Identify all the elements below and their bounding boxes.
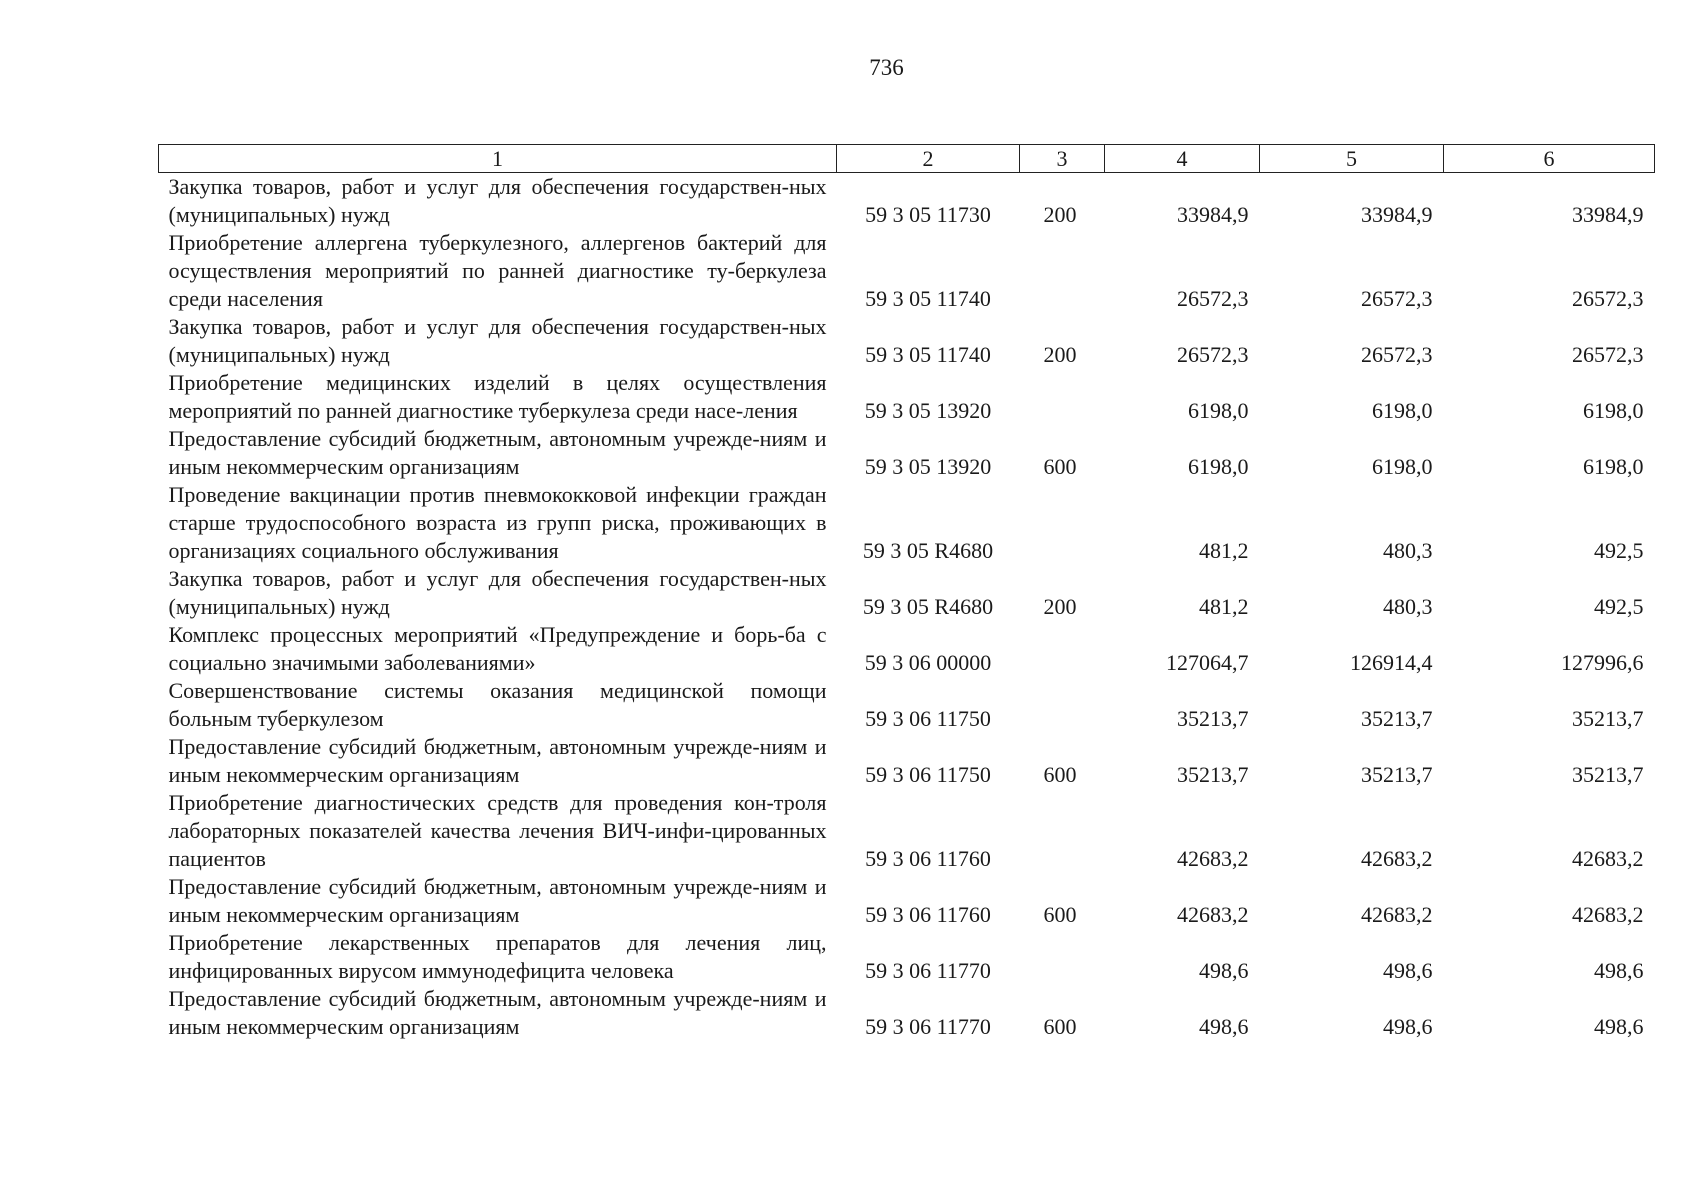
row-code: 59 3 06 11750: [865, 706, 991, 731]
row-value-5: 33984,9: [1361, 202, 1433, 227]
row-name: Приобретение лекарственных препаратов для лечения лиц, инфицированных вирусом иммунодефицита человека: [168, 930, 827, 983]
row-value-5: 26572,3: [1361, 342, 1433, 367]
row-value-4: 498,6: [1199, 1014, 1249, 1039]
row-type: 200: [1043, 202, 1077, 227]
table-row: [159, 173, 1655, 230]
row-value-4: 481,2: [1199, 538, 1249, 563]
row-value-6: 26572,3: [1572, 286, 1644, 311]
row-name: Предоставление субсидий бюджетным, автономным учрежде-ниям и иным некоммерческим организациям: [168, 734, 827, 787]
row-type: [1020, 929, 1105, 985]
row-value-4: 127064,7: [1166, 650, 1249, 675]
table-row: [159, 425, 1655, 481]
row-code: 59 3 06 11750: [865, 762, 991, 787]
table-row: [159, 481, 1655, 565]
header-row: [159, 145, 1655, 173]
row-value-4: 26572,3: [1177, 342, 1249, 367]
row-type: [1020, 677, 1105, 733]
row-value-4: 26572,3: [1177, 286, 1249, 311]
header-col-3: 3: [1020, 145, 1105, 173]
row-value-4: 498,6: [1199, 958, 1249, 983]
table-row: [159, 621, 1655, 677]
row-value-5: 498,6: [1383, 1014, 1433, 1039]
row-name: Приобретение диагностических средств для проведения кон-троля лабораторных показателей качества лечения ВИЧ-инфи-цированных пациентов: [168, 790, 827, 871]
header-col-2: 2: [837, 145, 1020, 173]
row-value-5: 35213,7: [1361, 706, 1433, 731]
row-value-4: 6198,0: [1188, 454, 1249, 479]
row-code: 59 3 06 11770: [865, 1014, 991, 1039]
row-name: Предоставление субсидий бюджетным, автономным учрежде-ниям и иным некоммерческим организациям: [168, 426, 827, 479]
row-type: 600: [1043, 454, 1077, 479]
row-value-6: 35213,7: [1572, 706, 1644, 731]
budget-table: [158, 144, 1655, 1041]
header-col-6: 6: [1444, 145, 1655, 173]
row-value-5: 480,3: [1383, 594, 1433, 619]
row-value-6: 498,6: [1594, 958, 1644, 983]
row-code: 59 3 06 11760: [865, 846, 991, 871]
row-name: Предоставление субсидий бюджетным, автономным учрежде-ниям и иным некоммерческим организациям: [168, 874, 827, 927]
row-code: 59 3 05 R4680: [862, 538, 994, 563]
row-type: 600: [1043, 1014, 1077, 1039]
table-row: [159, 229, 1655, 313]
row-value-6: 498,6: [1594, 1014, 1644, 1039]
row-value-5: 35213,7: [1361, 762, 1433, 787]
table-row: [159, 313, 1655, 369]
table-row: [159, 929, 1655, 985]
table-row: [159, 733, 1655, 789]
row-value-5: 6198,0: [1372, 454, 1433, 479]
table-row: [159, 985, 1655, 1041]
row-value-4: 42683,2: [1177, 902, 1249, 927]
row-code: 59 3 05 R4680: [862, 594, 994, 619]
row-name: Закупка товаров, работ и услуг для обеспечения государствен-ных (муниципальных) нужд: [168, 566, 827, 619]
row-code: 59 3 05 11740: [865, 342, 991, 367]
row-name: Предоставление субсидий бюджетным, автономным учрежде-ниям и иным некоммерческим организациям: [168, 986, 827, 1039]
row-type: 600: [1043, 762, 1077, 787]
row-name: Закупка товаров, работ и услуг для обеспечения государствен-ных (муниципальных) нужд: [168, 174, 827, 227]
row-name: Совершенствование системы оказания медицинской помощи больным туберкулезом: [168, 678, 827, 731]
row-type: 200: [1043, 342, 1077, 367]
row-value-5: 498,6: [1383, 958, 1433, 983]
row-code: 59 3 05 11730: [865, 202, 991, 227]
table-row: [159, 565, 1655, 621]
table-row: [159, 677, 1655, 733]
row-value-6: 35213,7: [1572, 762, 1644, 787]
row-value-4: 35213,7: [1177, 762, 1249, 787]
row-code: 59 3 05 13920: [864, 454, 992, 479]
row-value-6: 42683,2: [1572, 902, 1644, 927]
header-col-5: 5: [1260, 145, 1444, 173]
table-row: [159, 789, 1655, 873]
row-value-6: 492,5: [1594, 538, 1644, 563]
row-value-6: 6198,0: [1583, 398, 1644, 423]
row-value-5: 42683,2: [1361, 902, 1433, 927]
row-type: [1020, 229, 1105, 313]
row-name: Закупка товаров, работ и услуг для обеспечения государствен-ных (муниципальных) нужд: [168, 314, 827, 367]
row-value-6: 33984,9: [1572, 202, 1644, 227]
row-value-4: 35213,7: [1177, 706, 1249, 731]
row-value-5: 26572,3: [1361, 286, 1433, 311]
row-value-4: 6198,0: [1188, 398, 1249, 423]
row-value-4: 33984,9: [1177, 202, 1249, 227]
row-type: [1020, 369, 1105, 425]
row-value-6: 492,5: [1594, 594, 1644, 619]
row-value-6: 42683,2: [1572, 846, 1644, 871]
row-code: 59 3 05 13920: [864, 398, 992, 423]
table-row: [159, 369, 1655, 425]
row-type: [1020, 481, 1105, 565]
row-value-4: 481,2: [1199, 594, 1249, 619]
row-type: 200: [1043, 594, 1077, 619]
row-value-5: 126914,4: [1350, 650, 1433, 675]
row-name: Приобретение аллергена туберкулезного, аллергенов бактерий для осуществления мероприятий по ранней диагностике ту-беркулеза среди населения: [168, 230, 827, 311]
table-header: [159, 145, 1655, 173]
header-col-1: 1: [159, 145, 837, 173]
row-value-5: 42683,2: [1361, 846, 1433, 871]
row-type: 600: [1043, 902, 1077, 927]
row-code: 59 3 06 11770: [865, 958, 991, 983]
row-value-6: 127996,6: [1561, 650, 1644, 675]
row-code: 59 3 05 11740: [865, 286, 991, 311]
row-name: Комплекс процессных мероприятий «Предупреждение и борь-ба с социально значимыми заболеваниями»: [168, 622, 827, 675]
row-code: 59 3 06 11760: [865, 902, 991, 927]
table-body: [159, 173, 1655, 1042]
header-col-4: 4: [1105, 145, 1260, 173]
row-type: [1020, 789, 1105, 873]
row-value-4: 42683,2: [1177, 846, 1249, 871]
table-row: [159, 873, 1655, 929]
row-type: [1020, 621, 1105, 677]
row-value-6: 26572,3: [1572, 342, 1644, 367]
row-value-5: 480,3: [1383, 538, 1433, 563]
row-name: Приобретение медицинских изделий в целях осуществления мероприятий по ранней диагностике туберкулеза среди насе-ления: [168, 370, 827, 423]
row-code: 59 3 06 00000: [864, 650, 992, 675]
page-number: 736: [869, 55, 904, 80]
row-value-6: 6198,0: [1583, 454, 1644, 479]
row-value-5: 6198,0: [1372, 398, 1433, 423]
row-name: Проведение вакцинации против пневмококковой инфекции граждан старше трудоспособного возраста из групп риска, проживающих в организациях социального обслуживания: [168, 482, 827, 563]
